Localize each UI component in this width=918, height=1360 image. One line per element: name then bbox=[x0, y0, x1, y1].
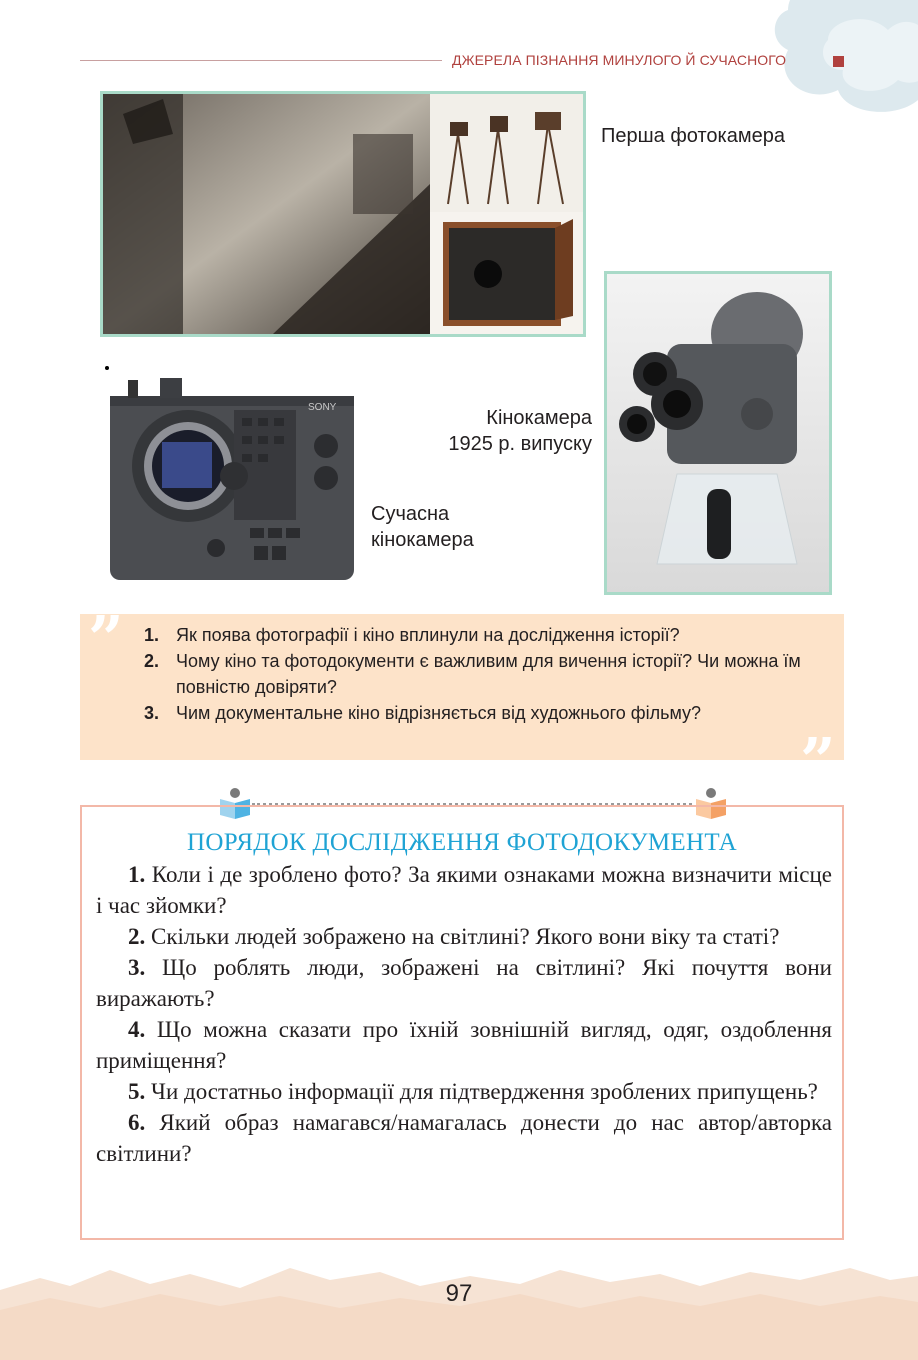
procedure-item bbox=[96, 859, 832, 921]
procedure-item-number: 5. bbox=[128, 1079, 146, 1104]
procedure-item-text: Коли і де зроблено фото? За якими ознаками можна визначити місце і час зйомки? bbox=[96, 862, 832, 918]
procedure-item-number: 6. bbox=[128, 1110, 146, 1135]
question-text: Як поява фотографії і кіно вплинули на дослідження історії? bbox=[176, 625, 680, 645]
first-camera-photo bbox=[100, 91, 586, 337]
caption-1925-camera-line2: 1925 р. випуску bbox=[448, 433, 592, 455]
question-item bbox=[144, 622, 804, 648]
procedure-item-number: 4. bbox=[128, 1017, 146, 1042]
procedure-item-number: 1. bbox=[128, 862, 146, 887]
camera-brand-label: SONY bbox=[308, 402, 337, 413]
open-quote-mark-icon: ” bbox=[88, 602, 124, 675]
question-number: 3. bbox=[144, 703, 160, 723]
procedure-item-number: 3. bbox=[128, 955, 146, 980]
procedure-item bbox=[96, 1014, 832, 1076]
procedure-item bbox=[96, 952, 832, 1014]
procedure-title: ПОРЯДОК ДОСЛІДЖЕННЯ ФОТОДОКУМЕНТА bbox=[186, 829, 738, 856]
procedure-item-text: Що можна сказати про їхній зовнішній вигляд, одяг, оздоблення приміщення? bbox=[96, 1017, 832, 1073]
caption-1925-camera-line1: Кінокамера bbox=[486, 407, 592, 429]
caption-first-camera: Перша фотокамера bbox=[601, 125, 785, 147]
modern-camera-image bbox=[104, 366, 360, 588]
header-square-marker bbox=[833, 56, 844, 67]
question-text: Чим документальне кіно відрізняється від художнього фільму? bbox=[176, 703, 702, 723]
procedure-item bbox=[96, 1107, 832, 1169]
running-title: ДЖЕРЕЛА ПІЗНАННЯ МИНУЛОГО Й СУЧАСНОГО bbox=[452, 52, 787, 68]
question-item bbox=[144, 700, 804, 726]
procedure-item-number: 2. bbox=[128, 924, 146, 949]
procedure-item-text: Чи достатньо інформації для підтвердження зроблених припущень? bbox=[151, 1079, 818, 1104]
question-text: Чому кіно та фотодокументи є важливим для вичення історії? Чи можна їм повністю довіряти? bbox=[176, 651, 801, 697]
modern-camera-photo bbox=[104, 366, 360, 588]
question-item bbox=[144, 648, 804, 700]
1925-movie-camera-photo bbox=[604, 271, 832, 595]
procedure-item bbox=[96, 921, 832, 952]
procedure-item-text: Що роблять люди, зображені на світлині? Які почуття вони виражають? bbox=[96, 955, 832, 1011]
page-number: 97 bbox=[445, 1280, 473, 1307]
questions-list bbox=[144, 622, 804, 726]
procedure-box bbox=[80, 805, 844, 1240]
question-number: 1. bbox=[144, 625, 160, 645]
procedure-item bbox=[96, 1076, 832, 1107]
caption-modern-camera-line2: кінокамера bbox=[371, 529, 474, 551]
question-number: 2. bbox=[144, 651, 160, 671]
procedure-item-text: Скільки людей зображено на світлині? Якого вони віку та статі? bbox=[151, 924, 780, 949]
procedure-item-text: Який образ намагався/намагалась донести до нас автор/авторка світлини? bbox=[96, 1110, 833, 1166]
header-rule bbox=[80, 60, 442, 61]
first-photograph-image bbox=[103, 94, 583, 334]
movie-camera-image bbox=[607, 274, 829, 592]
close-quote-mark-icon: ” bbox=[800, 724, 836, 797]
caption-modern-camera-line1: Сучасна bbox=[371, 503, 450, 525]
procedure-list bbox=[96, 859, 832, 1169]
